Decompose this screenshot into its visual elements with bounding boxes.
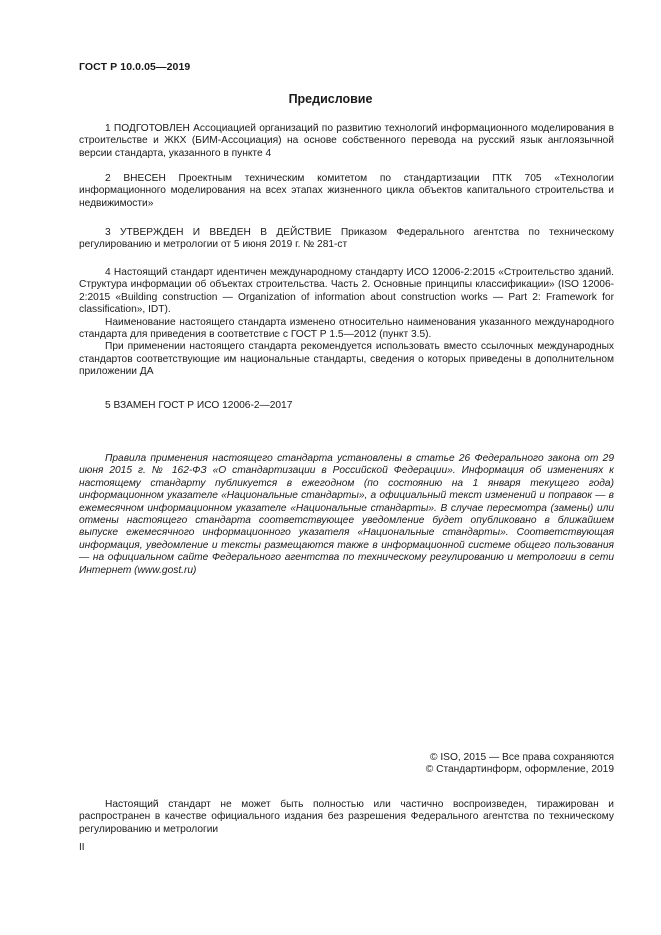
preface-item-2 <box>79 173 614 210</box>
preface-title: Предисловие <box>288 92 373 106</box>
copyright-iso: © ISO, 2015 — Все права сохраняются <box>430 752 614 763</box>
standard-notice <box>79 453 614 577</box>
item-4-paragraph-2: Наименование настоящего стандарта изменено относительно наименования указанного международного стандарта для приведения в соответствие с ГОСТ Р 1.5—2012 (пункт 3.5). <box>79 316 614 341</box>
preface-item-3 <box>79 227 614 252</box>
preface-item-1 <box>79 123 614 160</box>
preface-item-5 <box>79 400 614 412</box>
reproduction-paragraph: Настоящий стандарт не может быть полностью или частично воспроизведен, тиражирован и распространен в качестве официального издания без разрешения Федерального агентства по техническому регулированию и метрологии <box>79 799 614 835</box>
item-2-paragraph: 2 ВНЕСЕН Проектным техническим комитетом по стандартизации ПТК 705 «Технологии информационного моделирования на всех этапах жизненного цикла объектов капитального строительства и недвижимости» <box>79 173 614 209</box>
copyright-standartinform: © Стандартинформ, оформление, 2019 <box>425 764 614 776</box>
item-4-paragraph-1: 4 Настоящий стандарт идентичен международному стандарту ИСО 12006-2:2015 «Строительство зданий. Структура информации об объектах строительства. Часть 2. Основные принципы классификации» (ISO 12006-2:2015 «Building construction — Organization of information about construction works — Part 2: Framework for classification», IDT). <box>79 267 614 316</box>
preface-item-4 <box>79 267 614 379</box>
item-1-paragraph: 1 ПОДГОТОВЛЕН Ассоциацией организаций по развитию технологий информационного моделирования в строительстве и ЖКХ (БИМ-Ассоциация) на основе собственного перевода на русский язык англоязычной версии стандарта, указанного в пункте 4 <box>79 123 614 159</box>
item-3-paragraph: 3 УТВЕРЖДЕН И ВВЕДЕН В ДЕЙСТВИЕ Приказом Федерального агентства по техническому регулированию и метрологии от 5 июня 2019 г. № 281-ст <box>79 227 614 251</box>
item-5-paragraph: 5 ВЗАМЕН ГОСТ Р ИСО 12006-2—2017 <box>105 400 293 411</box>
copyright-block <box>79 752 614 777</box>
reproduction-notice <box>79 799 614 836</box>
notice-paragraph: Правила применения настоящего стандарта установлены в статье 26 Федерального закона от 29 июня 2015 г. № 162-ФЗ «О стандартизации в Российской Федерации». Информация об изменениях к настоящему стандарту публикуется в ежегодном (по состоянию на 1 января текущего года) информационном указателе «Национальные стандарты», а официальный текст изменений и поправок — в ежемесячном информационном указателе «Национальные стандарты». В случае пересмотра (замены) или отмены настоящего стандарта соответствующее уведомление будет опубликовано в ближайшем выпуске ежемесячного информационного указателя «Национальные стандарты». Соответствующая информация, уведомление и тексты размещаются также в информационной системе общего пользования — на официальном сайте Федерального агентства по техническому регулированию и метрологии в сети Интернет (www.gost.ru) <box>79 453 614 576</box>
item-4-paragraph-3: При применении настоящего стандарта рекомендуется использовать вместо ссылочных международных стандартов соответствующие им национальные стандарты, сведения о которых приведены в дополнительном приложении ДА <box>79 341 614 378</box>
page-number: II <box>79 842 85 853</box>
document-code-header: ГОСТ Р 10.0.05—2019 <box>79 61 191 73</box>
